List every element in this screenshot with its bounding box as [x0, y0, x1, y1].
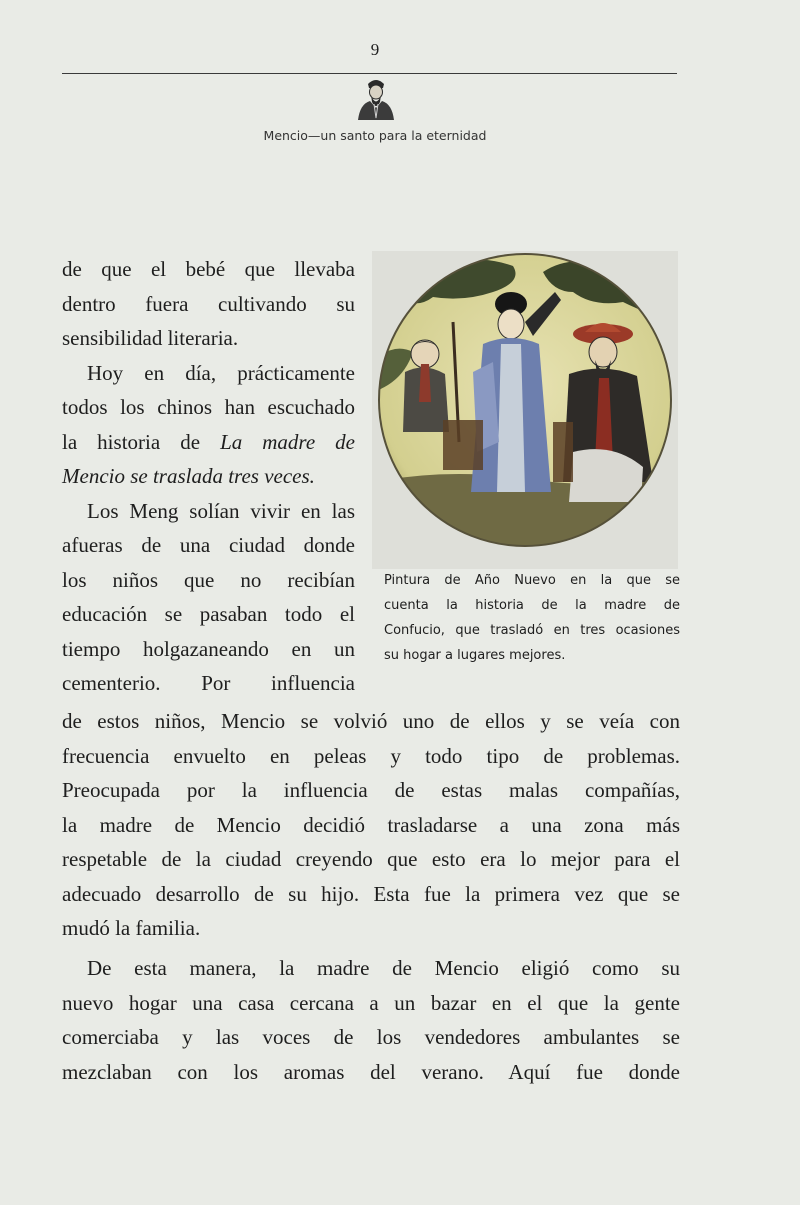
column-line: cementerio. Por influencia [62, 671, 355, 695]
column-line: de que el bebé que llevaba [62, 257, 355, 281]
body-line: comerciaba y las voces de los vendedores ambulantes se [62, 1025, 680, 1049]
body-line: frecuencia envuelto en peleas y todo tipo de problemas. [62, 743, 680, 768]
column-line-history [62, 425, 355, 460]
column-line: educación se pasaban todo el [62, 602, 355, 626]
figure-caption-line: cuenta la historia de la madre de [384, 598, 680, 613]
body-line: la madre de Mencio decidió trasladarse a una zona más [62, 812, 680, 837]
figure-caption-line: Pintura de Año Nuevo en la que se [384, 573, 680, 588]
body-line: De esta manera, la madre de Mencio eligió como su [87, 956, 680, 980]
column-line: tiempo holgazaneando en un [62, 636, 355, 661]
figure-caption-line: su hogar a lugares mejores. [384, 648, 566, 663]
column-line: sensibilidad literaria. [62, 326, 239, 350]
page-number: 9 [370, 40, 380, 59]
running-title: Mencio—un santo para la eternidad [263, 128, 487, 143]
column-line: los niños que no recibían [62, 567, 355, 592]
body-line: nuevo hogar una casa cercana a un bazar en el que la gente [62, 990, 680, 1015]
book-title-italic: La madre de [220, 429, 355, 454]
body-line: de estos niños, Mencio se volvió uno de ellos y se veía con [62, 709, 680, 733]
sage-portrait-icon [354, 74, 398, 120]
figure-caption-line: Confucio, que trasladó en tres ocasiones [384, 623, 680, 638]
column-line: Hoy en día, prácticamente [87, 360, 355, 385]
column-line: Los Meng solían vivir en las [87, 498, 355, 523]
history-lead-text: la historia de [62, 429, 221, 454]
column-line: afueras de una ciudad donde [62, 533, 355, 557]
column-line: dentro fuera cultivando su [62, 291, 355, 316]
body-line: adecuado desarrollo de su hijo. Esta fue la primera vez que se [62, 881, 680, 906]
new-year-painting-image [373, 252, 679, 552]
column-line: Mencio se traslada tres veces. [62, 464, 315, 488]
body-line: respetable de la ciudad creyendo que esto era lo mejor para el [62, 847, 680, 871]
body-line: Preocupada por la influencia de estas malas compañías, [62, 778, 680, 802]
body-line: mezclaban con los aromas del verano. Aquí fue donde [62, 1059, 680, 1084]
body-line: mudó la familia. [62, 916, 201, 940]
column-line: todos los chinos han escuchado [62, 395, 355, 419]
